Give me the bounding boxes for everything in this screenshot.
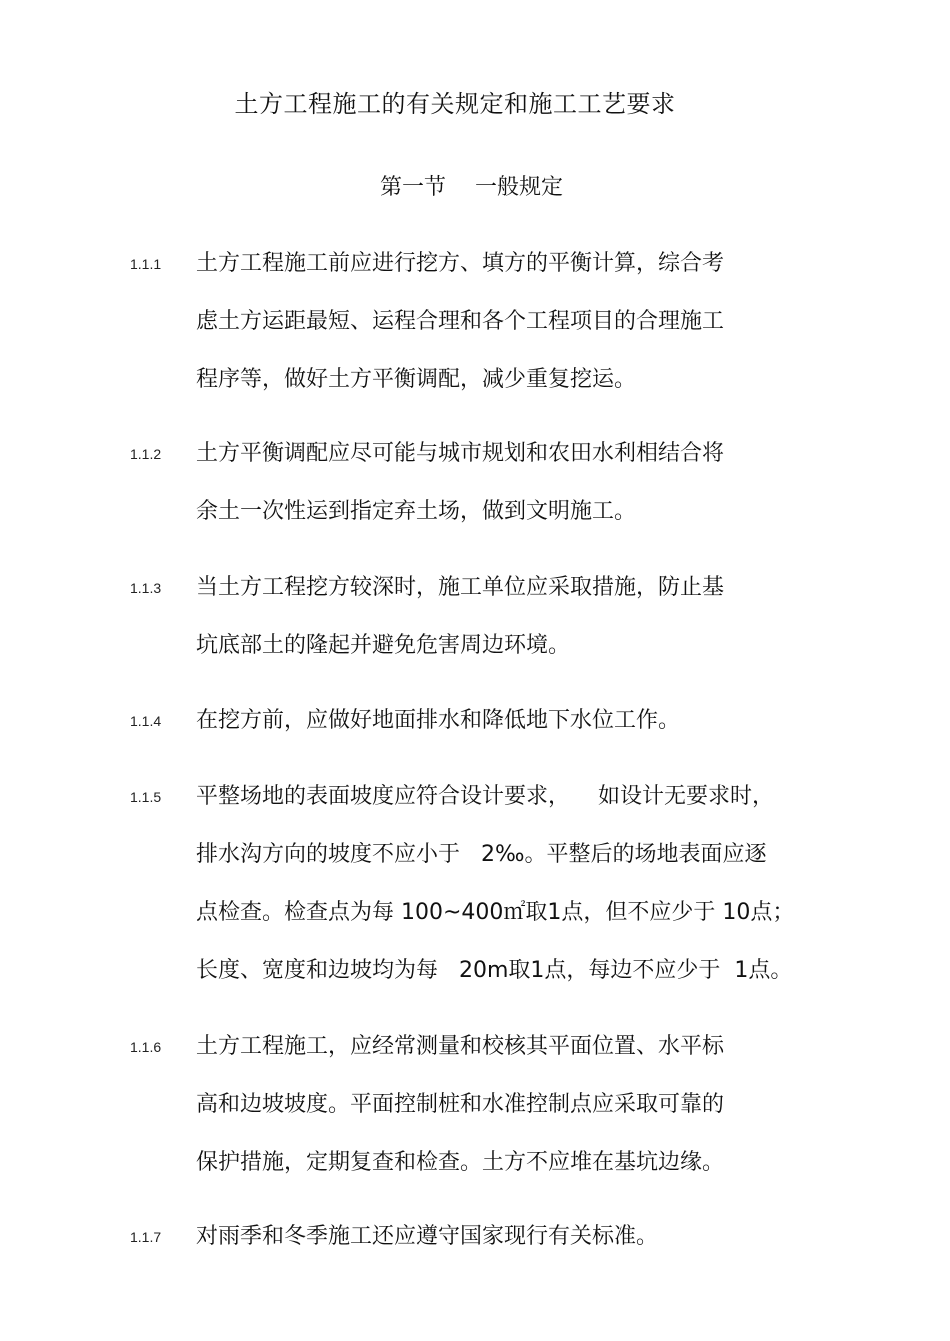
clause-number: 1.1.2: [130, 446, 162, 462]
clause-line: 土方工程施工前应进行挖方、填方的平衡计算，综合考: [196, 251, 725, 276]
clause-number: 1.1.4: [130, 713, 162, 729]
clause-line: 程序等，做好土方平衡调配，减少重复挖运。: [196, 367, 637, 392]
clause-line: 当土方工程挖方较深时，施工单位应采取措施，防止基: [196, 575, 725, 600]
clause-line: 对雨季和冬季施工还应遵守国家现行有关标准。: [196, 1224, 659, 1249]
clause-line: 高和边坡坡度。平面控制桩和水准控制点应采取可靠的: [196, 1092, 725, 1117]
clause-line: 土方平衡调配应尽可能与城市规划和农田水利相结合将: [196, 441, 725, 466]
document-title: 土方工程施工的有关规定和施工工艺要求: [234, 90, 676, 118]
clause-line: 坑底部土的隆起并避免危害周边环境。: [196, 633, 571, 658]
clause-number: 1.1.5: [130, 789, 162, 805]
clause-line: 平整场地的表面坡度应符合设计要求， 如设计无要求时，: [196, 784, 774, 809]
section-title: 第一节 一般规定: [380, 175, 563, 200]
clause-number: 1.1.3: [130, 580, 162, 596]
clause-line: 虑土方运距最短、运程合理和各个工程项目的合理施工: [196, 309, 725, 334]
clause-line: 在挖方前，应做好地面排水和降低地下水位工作。: [196, 708, 681, 733]
clause-number: 1.1.7: [130, 1229, 162, 1245]
clause-line: 土方工程施工，应经常测量和校核其平面位置、水平标: [196, 1034, 725, 1059]
clause-line: 保护措施，定期复查和检查。土方不应堆在基坑边缘。: [196, 1150, 725, 1175]
clause-line: 余土一次性运到指定弃土场，做到文明施工。: [196, 499, 637, 524]
clause-line: 排水沟方向的坡度不应小于 2‰。平整后的场地表面应逐: [196, 842, 767, 867]
clause-number: 1.1.1: [130, 256, 162, 272]
clause-line: 点检查。检查点为每 100~400㎡取1点，但不应少于 10点；: [196, 900, 795, 925]
clause-line: 长度、宽度和边坡均为每 20m取1点，每边不应少于 1点。: [196, 958, 793, 983]
clause-number: 1.1.6: [130, 1039, 162, 1055]
